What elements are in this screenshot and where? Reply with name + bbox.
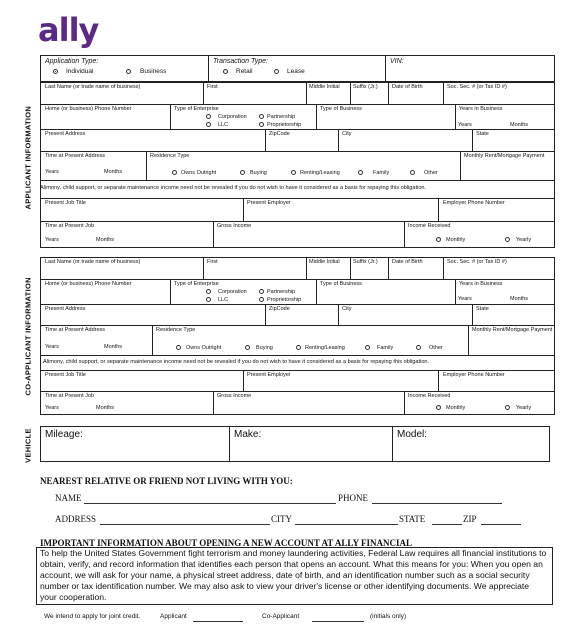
co-income-yearly-label: Yearly bbox=[516, 405, 532, 411]
family-label: Family bbox=[373, 170, 390, 176]
co-income-monthly-label: Monthly bbox=[446, 405, 466, 411]
suffix-label: Suffix (Jr.) bbox=[353, 84, 378, 90]
owns-outright-label: Owns Outright bbox=[181, 170, 217, 176]
important-notice-text: To help the United States Government fight terrorism and money laundering activities, Federal Law requires all financial institutions to obtain, verify, and record information that identifies each person that opens an account. What this means for you: When you open an account, we will ask for your name, a physical street address, date of birth, and an identification number such as a social security number or tax identification number. We may also ask to view your driver's license or other identifying documents. We appreciate your cooperation. bbox=[40, 548, 547, 602]
corporation-radio[interactable] bbox=[206, 114, 211, 119]
co-income-monthly-radio[interactable] bbox=[436, 405, 441, 410]
lease-radio[interactable] bbox=[274, 69, 279, 74]
co-suffix-label: Suffix (Jr.) bbox=[353, 259, 378, 265]
co-monthly-rent-label: Monthly Rent/Mortgage Payment bbox=[472, 327, 553, 333]
co-months-label: Months bbox=[510, 296, 529, 302]
co-proprietorship-radio[interactable] bbox=[259, 297, 264, 302]
residence-type-label: Residence Type bbox=[150, 153, 190, 159]
co-state-label: State bbox=[476, 306, 489, 312]
co-other-label: Other bbox=[429, 345, 443, 351]
relative-city-field[interactable] bbox=[295, 524, 398, 525]
co-last-name-label: Last Name (or trade name of business) bbox=[45, 259, 141, 265]
co-dob-label: Date of Birth bbox=[392, 259, 423, 265]
co-renting-radio[interactable] bbox=[296, 345, 301, 350]
type-business-label: Type of Business bbox=[320, 106, 362, 112]
relative-state-field[interactable] bbox=[432, 524, 462, 525]
joint-applicant-field[interactable] bbox=[193, 621, 243, 622]
job-title-label: Present Job Title bbox=[45, 200, 86, 206]
make-label: Make: bbox=[234, 429, 262, 440]
proprietorship-label: Proprietorship bbox=[267, 122, 302, 128]
relative-city-label: CITY bbox=[271, 514, 292, 524]
individual-label: Individual bbox=[66, 68, 94, 75]
renting-label: Renting/Leasing bbox=[300, 170, 340, 176]
individual-radio[interactable] bbox=[53, 69, 58, 74]
ssn-label: Soc. Sec. # (or Tax ID #) bbox=[447, 84, 507, 90]
retail-radio[interactable] bbox=[223, 69, 228, 74]
family-radio[interactable] bbox=[358, 170, 363, 175]
co-first-name-label: First bbox=[207, 259, 218, 265]
job-months-label: Months bbox=[96, 237, 115, 243]
co-present-address-label: Present Address bbox=[45, 306, 86, 312]
years-in-business-label: Years in Business bbox=[459, 106, 503, 112]
relative-phone-label: PHONE bbox=[338, 493, 369, 503]
relative-name-field[interactable] bbox=[84, 503, 336, 504]
co-llc-label: LLC bbox=[218, 297, 229, 303]
partnership-radio[interactable] bbox=[259, 114, 264, 119]
co-partnership-radio[interactable] bbox=[259, 289, 264, 294]
lease-label: Lease bbox=[287, 68, 305, 75]
relative-address-field[interactable] bbox=[100, 524, 270, 525]
co-middle-initial-label: Middle Initial bbox=[309, 259, 340, 265]
co-applicant-section-label: CO-APPLICANT INFORMATION bbox=[23, 277, 33, 396]
buying-label: Buying bbox=[250, 170, 267, 176]
co-other-radio[interactable] bbox=[416, 345, 421, 350]
type-enterprise-label: Type of Enterprise bbox=[174, 106, 219, 112]
home-phone-label: Home (or business) Phone Number bbox=[45, 106, 132, 112]
business-radio[interactable] bbox=[126, 69, 131, 74]
co-ssn-label: Soc. Sec. # (or Tax ID #) bbox=[447, 259, 507, 265]
co-renting-label: Renting/Leasing bbox=[305, 345, 345, 351]
gross-income-label: Gross Income bbox=[217, 223, 252, 229]
co-llc-radio[interactable] bbox=[206, 297, 211, 302]
co-job-title-label: Present Job Title bbox=[45, 372, 86, 378]
co-buying-label: Buying bbox=[256, 345, 273, 351]
present-address-label: Present Address bbox=[45, 131, 86, 137]
relative-zip-field[interactable] bbox=[481, 524, 521, 525]
co-years-in-business-label: Years in Business bbox=[459, 281, 503, 287]
dob-label: Date of Birth bbox=[392, 84, 423, 90]
co-residence-type-label: Residence Type bbox=[156, 327, 196, 333]
relative-heading: NEAREST RELATIVE OR FRIEND NOT LIVING WITH YOU: bbox=[40, 476, 293, 486]
co-owns-outright-label: Owns Outright bbox=[186, 345, 222, 351]
co-job-months-label: Months bbox=[96, 405, 115, 411]
co-income-received-label: Income Received bbox=[408, 393, 451, 399]
co-home-phone-label: Home (or business) Phone Number bbox=[45, 281, 132, 287]
corporation-label: Corporation bbox=[218, 114, 247, 120]
model-label: Model: bbox=[397, 429, 428, 440]
co-address-years-label: Years bbox=[45, 344, 59, 350]
co-type-enterprise-label: Type of Enterprise bbox=[174, 281, 219, 287]
co-owns-outright-radio[interactable] bbox=[176, 345, 181, 350]
zip-code-label: ZipCode bbox=[269, 131, 290, 137]
address-years-label: Years bbox=[45, 169, 59, 175]
income-monthly-radio[interactable] bbox=[436, 237, 441, 242]
ally-logo: ally bbox=[38, 11, 99, 49]
co-city-label: City bbox=[342, 306, 352, 312]
co-employer-label: Present Employer bbox=[247, 372, 291, 378]
relative-phone-field[interactable] bbox=[372, 503, 502, 504]
renting-radio[interactable] bbox=[291, 170, 296, 175]
mileage-label: Mileage: bbox=[45, 429, 83, 440]
alimony-note: Alimony, child support, or separate maintenance income need not be revealed if you do not wish to have it considered as a basis for repaying this obligation. bbox=[40, 185, 427, 191]
joint-co-applicant-label: Co-Applicant bbox=[262, 613, 300, 620]
first-name-label: First bbox=[207, 84, 218, 90]
important-heading: IMPORTANT INFORMATION ABOUT OPENING A NEW ACCOUNT AT ALLY FINANCIAL bbox=[40, 538, 412, 548]
llc-radio[interactable] bbox=[206, 122, 211, 127]
owns-outright-radio[interactable] bbox=[172, 170, 177, 175]
vehicle-section bbox=[40, 426, 550, 462]
co-type-business-label: Type of Business bbox=[320, 281, 362, 287]
vehicle-section-label: VEHICLE bbox=[23, 428, 33, 463]
co-time-at-job-label: Time at Present Job bbox=[45, 393, 95, 399]
employer-phone-label: Employer Phone Number bbox=[443, 200, 505, 206]
income-monthly-label: Monthly bbox=[446, 237, 466, 243]
co-family-radio[interactable] bbox=[365, 345, 370, 350]
co-corporation-radio[interactable] bbox=[206, 289, 211, 294]
joint-credit-label: We intend to apply for joint credit. bbox=[44, 613, 141, 620]
months-label: Months bbox=[510, 122, 529, 128]
relative-zip-label: ZIP bbox=[463, 514, 477, 524]
co-zip-code-label: ZipCode bbox=[269, 306, 290, 312]
co-partnership-label: Partnership bbox=[267, 289, 296, 295]
co-family-label: Family bbox=[377, 345, 394, 351]
income-yearly-label: Yearly bbox=[516, 237, 532, 243]
co-gross-income-label: Gross Income bbox=[217, 393, 252, 399]
co-time-at-address-label: Time at Present Address bbox=[45, 327, 106, 333]
other-radio[interactable] bbox=[410, 170, 415, 175]
income-received-label: Income Received bbox=[408, 223, 451, 229]
joint-co-applicant-field[interactable] bbox=[312, 621, 364, 622]
co-years-label: Years bbox=[458, 296, 472, 302]
applicant-section-label: APPLICANT INFORMATION bbox=[23, 105, 33, 210]
initials-only-label: (initials only) bbox=[370, 613, 407, 620]
income-yearly-radio[interactable] bbox=[505, 237, 510, 242]
co-proprietorship-label: Proprietorship bbox=[267, 297, 302, 303]
city-label: City bbox=[342, 131, 352, 137]
co-corporation-label: Corporation bbox=[218, 289, 247, 295]
employer-label: Present Employer bbox=[247, 200, 291, 206]
relative-name-label: NAME bbox=[55, 493, 82, 503]
llc-label: LLC bbox=[218, 122, 229, 128]
proprietorship-radio[interactable] bbox=[259, 122, 264, 127]
business-label: Business bbox=[140, 68, 167, 75]
vin-label: VIN: bbox=[390, 58, 404, 65]
buying-radio[interactable] bbox=[240, 170, 245, 175]
joint-applicant-label: Applicant bbox=[160, 613, 187, 620]
relative-state-label: STATE bbox=[399, 514, 426, 524]
co-buying-radio[interactable] bbox=[245, 345, 250, 350]
job-years-label: Years bbox=[45, 237, 59, 243]
middle-initial-label: Middle Initial bbox=[309, 84, 340, 90]
co-job-years-label: Years bbox=[45, 405, 59, 411]
retail-label: Retail bbox=[236, 68, 253, 75]
co-income-yearly-radio[interactable] bbox=[505, 405, 510, 410]
monthly-rent-label: Monthly Rent/Mortgage Payment bbox=[464, 153, 545, 159]
other-label: Other bbox=[424, 170, 438, 176]
years-label: Years bbox=[458, 122, 472, 128]
transaction-type-label: Transaction Type: bbox=[213, 58, 268, 65]
time-at-address-label: Time at Present Address bbox=[45, 153, 106, 159]
co-employer-phone-label: Employer Phone Number bbox=[443, 372, 505, 378]
last-name-label: Last Name (or trade name of business) bbox=[45, 84, 141, 90]
partnership-label: Partnership bbox=[267, 114, 296, 120]
address-months-label: Months bbox=[104, 169, 123, 175]
co-alimony-note: Alimony, child support, or separate maintenance income need not be revealed if you do not wish to have it considered as a basis for repaying this obligation. bbox=[43, 359, 430, 365]
time-at-job-label: Time at Present Job bbox=[45, 223, 95, 229]
co-address-months-label: Months bbox=[104, 344, 123, 350]
application-type-label: Application Type: bbox=[45, 58, 99, 65]
relative-address-label: ADDRESS bbox=[55, 514, 97, 524]
state-label: State bbox=[476, 131, 489, 137]
